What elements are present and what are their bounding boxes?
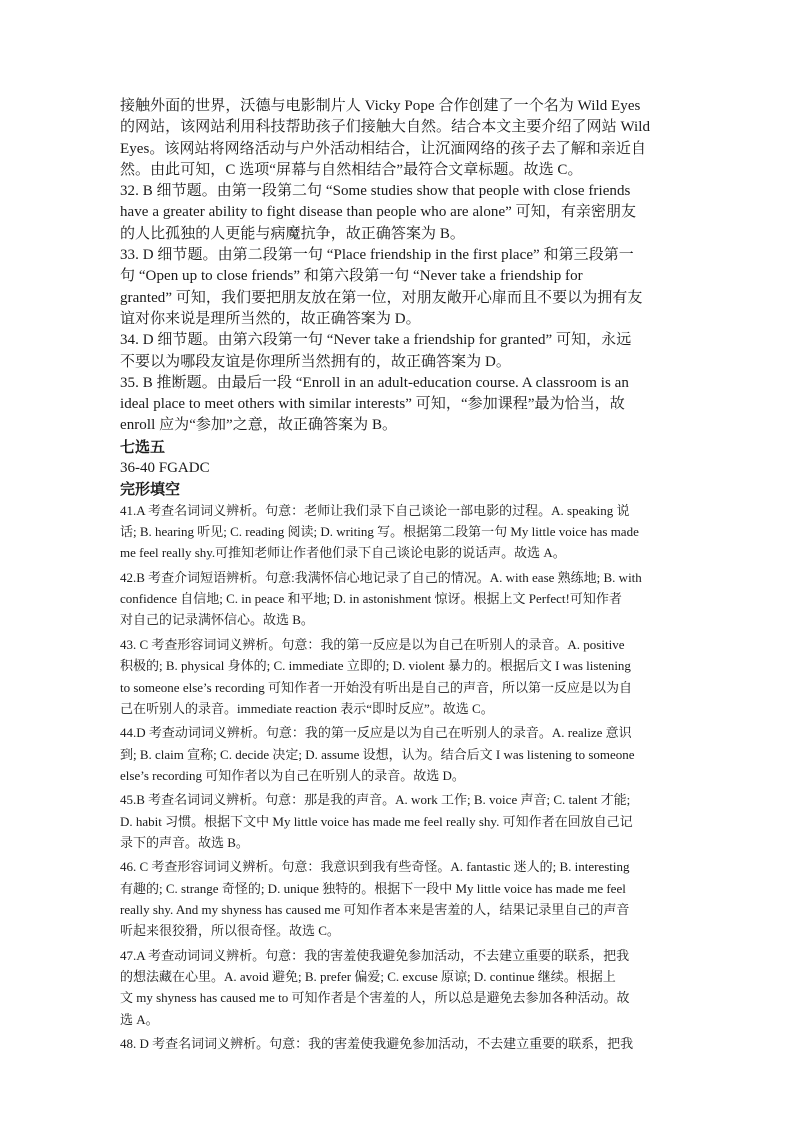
text-line: 不要以为哪段友谊是你理所当然拥有的，故正确答案为 D。 <box>120 353 511 370</box>
text-line: 到; B. claim 宣称; C. decide 决定; D. assume 设想，认为。结合后文 I was listening to someone <box>120 746 635 762</box>
text-line: 47.A 考查动词词义辨析。句意：我的害羞使我避免参加活动，不去建立重要的联系，把我 <box>120 947 630 963</box>
text-line: Eyes。该网站将网络活动与户外活动相结合，让沉湎网络的孩子去了解和亲近自 <box>120 140 647 157</box>
text-line: D. habit 习惯。根据下文中 My little voice has made me feel really shy. 可知作者在回放自己记 <box>120 813 633 829</box>
answer-explanation <box>120 181 676 245</box>
text-line: 句 “Open up to close friends” 和第六段第一句 “Never take a friendship for <box>120 268 583 285</box>
answer-explanation <box>120 330 676 373</box>
text-line: 文 my shyness has caused me to 可知作者是个害羞的人，所以总是避免去参加各种活动。故 <box>120 990 630 1006</box>
cloze-explanation <box>120 634 676 719</box>
cloze-explanation <box>120 567 676 631</box>
text-line: 话; B. hearing 听见; C. reading 阅读; D. writing 写。根据第二段第一句 My little voice has made <box>120 524 639 540</box>
cloze-explanation <box>120 945 676 1030</box>
text-line: 的想法藏在心里。A. avoid 避免; B. prefer 偏爱; C. excuse 原谅; D. continue 继续。根据上 <box>120 969 616 985</box>
answer-explanation <box>120 373 676 437</box>
cloze-explanation <box>120 856 676 941</box>
text-line: me feel really shy.可推知老师让作者他们录下自己谈论电影的说话声。故选 A。 <box>120 545 566 561</box>
text-line: 选 A。 <box>120 1011 159 1027</box>
text-line: to someone else’s recording 可知作者一开始没有听出是自己的声音，所以第一反应是以为自 <box>120 679 633 695</box>
seven-choose-five-answers: 36-40 FGADC <box>120 459 210 476</box>
cloze-explanation <box>120 722 676 786</box>
text-line: 44.D 考查动词词义辨析。句意：我的第一反应是以为自己在听别人的录音。A. realize 意识 <box>120 725 632 741</box>
text-line: 43. C 考查形容词词义辨析。句意：我的第一反应是以为自己在听别人的录音。A. positive <box>120 636 625 652</box>
text-line: ideal place to meet others with similar interests” 可知，“参加课程”最为恰当，故 <box>120 396 625 413</box>
text-line: enroll 应为“参加”之意，故正确答案为 B。 <box>120 417 398 434</box>
text-line: 录下的声音。故选 B。 <box>120 834 249 850</box>
text-line: 32. B 细节题。由第一段第二句 “Some studies show that people with close friends <box>120 183 631 200</box>
cloze-explanation <box>120 789 676 853</box>
section-heading-cloze: 完形填空 <box>120 479 181 498</box>
text-line: 34. D 细节题。由第六段第一句 “Never take a friendship for granted” 可知，永远 <box>120 332 632 349</box>
text-line: 的人比孤独的人更能与病魔抗争，故正确答案为 B。 <box>120 225 465 242</box>
document-page <box>120 96 676 1058</box>
text-line: 己在听别人的录音。immediate reaction 表示“即时反应”。故选 C。 <box>120 700 494 716</box>
text-line: 33. D 细节题。由第二段第一句 “Place friendship in the first place” 和第三段第一 <box>120 247 634 264</box>
text-line: 42.B 考查介词短语辨析。句意:我满怀信心地记录了自己的情况。A. with ease 熟练地; B. with <box>120 569 642 585</box>
cloze-explanation <box>120 500 676 564</box>
answer-explanation <box>120 245 676 330</box>
text-line: 41.A 考查名词词义辨析。句意：老师让我们录下自己谈论一部电影的过程。A. speaking 说 <box>120 502 630 518</box>
text-line: 有趣的; C. strange 奇怪的; D. unique 独特的。根据下一段中 My little voice has made me feel <box>120 880 626 896</box>
text-line: 谊对你来说是理所当然的，故正确答案为 D。 <box>120 310 421 327</box>
text-line: 积极的; B. physical 身体的; C. immediate 立即的; D. violent 暴力的。根据后文 I was listening <box>120 658 631 674</box>
text-line: 35. B 推断题。由最后一段 “Enroll in an adult-education course. A classroom is an <box>120 374 629 391</box>
text-line: confidence 自信地; C. in peace 和平地; D. in astonishment 惊讶。根据上文 Perfect!可知作者 <box>120 591 622 607</box>
text-line: 对自己的记录满怀信心。故选 B。 <box>120 612 314 628</box>
text-line: really shy. And my shyness has caused me 可知作者本来是害羞的人，结果记录里自己的声音 <box>120 902 630 918</box>
section-heading-seven-choose-five: 七选五 <box>120 437 166 456</box>
cloze-explanation <box>120 1033 676 1054</box>
text-line: 接触外面的世界，沃德与电影制片人 Vicky Pope 合作创建了一个名为 Wild Eyes <box>120 98 641 114</box>
text-line: 的网站，该网站利用科技帮助孩子们接触大自然。结合本文主要介绍了网站 Wild <box>120 119 651 136</box>
text-line: 然。由此可知，C 选项“屏幕与自然相结合”最符合文章标题。故选 C。 <box>120 161 583 178</box>
text-line: else’s recording 可知作者以为自己在听别人的录音。故选 D。 <box>120 767 465 783</box>
reading-answers <box>120 181 676 437</box>
intro-paragraph <box>120 96 676 181</box>
text-line: 听起来很狡猾，所以很奇怪。故选 C。 <box>120 923 340 939</box>
text-line: granted” 可知，我们要把朋友放在第一位，对朋友敞开心扉而且不要以为拥有友 <box>120 289 643 306</box>
cloze-answers <box>120 500 676 1055</box>
text-line: have a greater ability to fight disease than people who are alone” 可知，有亲密朋友 <box>120 204 637 221</box>
text-line: 46. C 考查形容词词义辨析。句意：我意识到我有些奇怪。A. fantastic 迷人的; B. interesting <box>120 859 630 875</box>
text-line: 48. D 考查名词词义辨析。句意：我的害羞使我避免参加活动，不去建立重要的联系，把我 <box>120 1036 634 1052</box>
text-line: 45.B 考查名词词义辨析。句意：那是我的声音。A. work 工作; B. voice 声音; C. talent 才能; <box>120 792 631 808</box>
